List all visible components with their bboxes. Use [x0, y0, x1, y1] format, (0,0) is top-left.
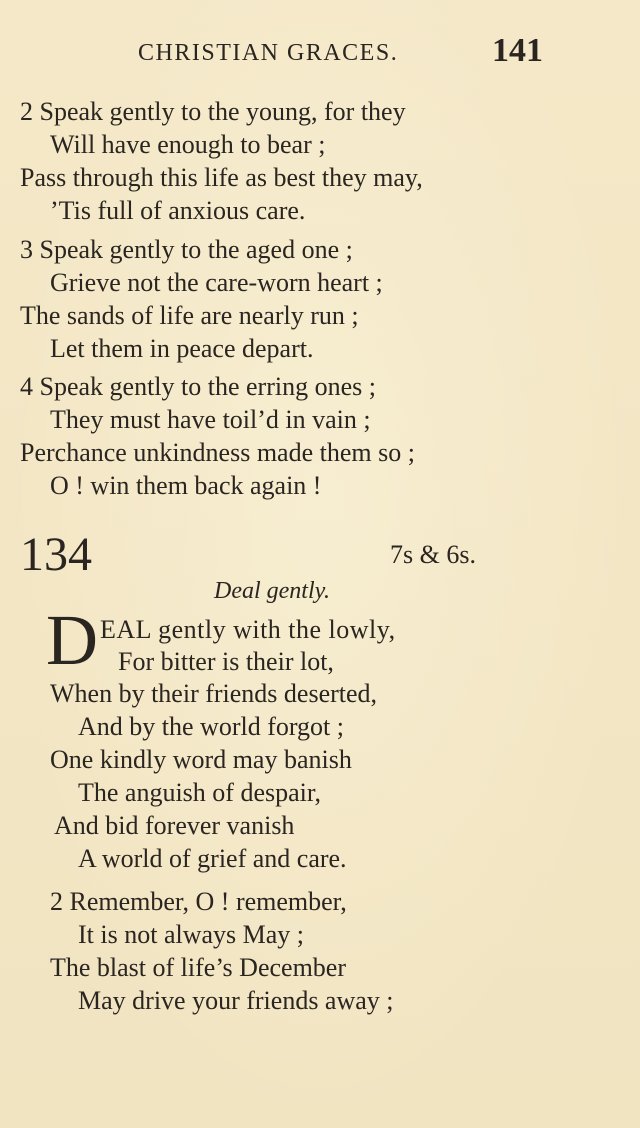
page-number: 141	[492, 32, 543, 69]
drop-cap: D	[46, 600, 98, 680]
verse-line: One kindly word may banish	[50, 745, 352, 774]
verse-line: When by their friends deserted,	[50, 679, 378, 708]
verse-line: ’Tis full of anxious care.	[50, 196, 306, 225]
verse-line: It is not always May ;	[78, 920, 305, 949]
hymn-title: Deal gently.	[214, 578, 330, 604]
verse-line: 2 Speak gently to the young, for they	[20, 97, 406, 126]
hymn-number: 134	[20, 528, 92, 581]
verse-line: May drive your friends away ;	[78, 986, 394, 1015]
verse-line: And by the world forgot ;	[78, 712, 344, 741]
verse-line: For bitter is their lot,	[118, 647, 334, 676]
verse-line: O ! win them back again !	[50, 471, 322, 500]
verse-line: Will have enough to bear ;	[50, 130, 326, 159]
verse-line: 4 Speak gently to the erring ones ;	[20, 372, 376, 401]
verse-line: Let them in peace depart.	[50, 334, 314, 363]
verse-line: And bid forever vanish	[54, 811, 295, 840]
verse-line: Grieve not the care-worn heart ;	[50, 268, 383, 297]
running-title: CHRISTIAN GRACES.	[138, 40, 399, 66]
verse-line: EAL gently with the lowly,	[100, 615, 396, 644]
verse-line: 2 Remember, O ! remember,	[50, 887, 347, 916]
verse-line: 3 Speak gently to the aged one ;	[20, 235, 353, 264]
verse-line: The blast of life’s December	[50, 953, 346, 982]
running-head	[0, 0, 640, 80]
verse-line: The anguish of despair,	[78, 778, 322, 807]
verse-line: Perchance unkindness made them so ;	[20, 438, 415, 467]
hymn-meter: 7s & 6s.	[390, 540, 476, 569]
verse-line: They must have toil’d in vain ;	[50, 405, 371, 434]
verse-line: The sands of life are nearly run ;	[20, 301, 359, 330]
verse-line: A world of grief and care.	[78, 844, 347, 873]
verse-line: Pass through this life as best they may,	[20, 163, 423, 192]
